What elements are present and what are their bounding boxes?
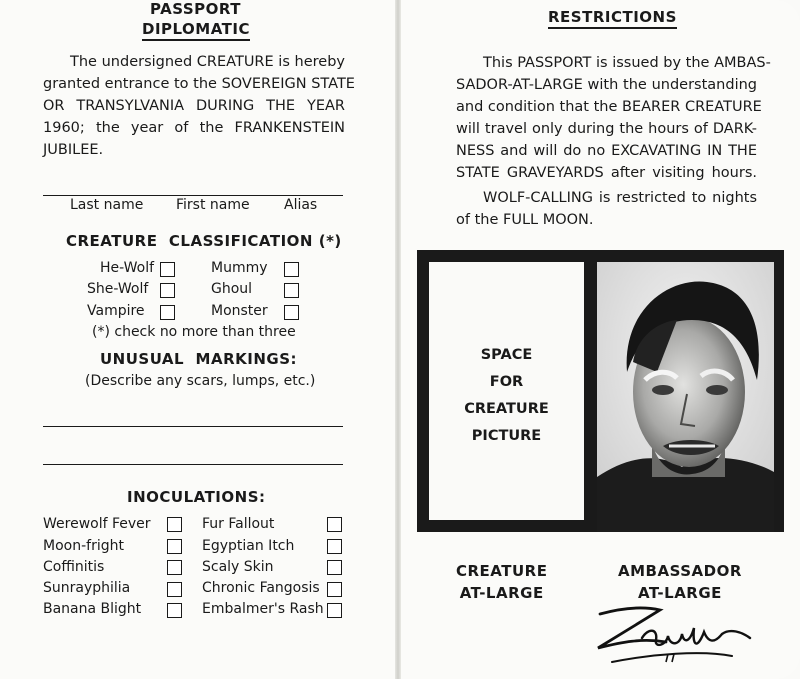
wolf-line: of the FULL MOON.: [456, 212, 594, 228]
restriction-line: STATE GRAVEYARDS after visiting hours.: [456, 165, 757, 181]
alias-label: Alias: [284, 197, 318, 213]
wolf-calling-paragraph: [456, 187, 757, 231]
last-name-label: Last name: [70, 197, 144, 213]
inoc-scaly-skin-label: Scaly Skin: [202, 559, 274, 575]
ambassador-photo: [597, 262, 774, 532]
markings-heading: UNUSUAL MARKINGS:: [100, 350, 298, 368]
inoc-chronic-fangosis-checkbox[interactable]: [327, 582, 342, 597]
creature-label-line: CREATURE: [456, 562, 548, 580]
inoc-moon-fright-label: Moon-fright: [43, 538, 124, 554]
creature-at-large-label: [456, 560, 547, 604]
inoculations-heading: INOCULATIONS:: [127, 488, 266, 506]
classification-note: (*) check no more than three: [92, 324, 296, 340]
restriction-line: will travel only during the hours of DARK-: [456, 121, 757, 137]
title-passport: PASSPORT: [150, 0, 242, 18]
inoc-scaly-skin-checkbox[interactable]: [327, 560, 342, 575]
restriction-line: NESS and will do no EXCAVATING IN THE: [456, 143, 757, 159]
creature-picture-space[interactable]: [429, 262, 584, 520]
creature-label-line: AT-LARGE: [459, 584, 544, 602]
intro-line: OR TRANSYLVANIA DURING THE YEAR: [43, 98, 345, 114]
inoc-egyptian-itch-label: Egyptian Itch: [202, 538, 295, 554]
inoc-sunrayphilia-checkbox[interactable]: [167, 582, 182, 597]
ambassador-label-line: AMBASSADOR: [618, 562, 742, 580]
inoc-embalmers-rash-label: Embalmer's Rash: [202, 601, 324, 617]
inoc-fur-fallout-checkbox[interactable]: [327, 517, 342, 532]
inoc-werewolf-fever-label: Werewolf Fever: [43, 516, 151, 532]
class-she-wolf-checkbox[interactable]: [160, 283, 175, 298]
space-label-line: FOR: [489, 374, 524, 390]
class-she-wolf-label: She-Wolf: [87, 281, 149, 297]
inoc-sunrayphilia-label: Sunrayphilia: [43, 580, 131, 596]
space-label-line: CREATURE: [464, 401, 549, 417]
class-he-wolf-checkbox[interactable]: [160, 262, 175, 277]
class-ghoul-label: Ghoul: [211, 281, 253, 297]
inoc-werewolf-fever-checkbox[interactable]: [167, 517, 182, 532]
inoc-banana-blight-checkbox[interactable]: [167, 603, 182, 618]
class-mummy-label: Mummy: [211, 260, 268, 276]
markings-line-1[interactable]: [43, 426, 343, 427]
class-vampire-label: Vampire: [87, 303, 145, 319]
intro-line: granted entrance to the SOVEREIGN STATE: [43, 76, 355, 92]
inoc-fur-fallout-label: Fur Fallout: [202, 516, 275, 532]
class-vampire-checkbox[interactable]: [160, 305, 175, 320]
markings-note: (Describe any scars, lumps, etc.): [85, 373, 316, 389]
class-mummy-checkbox[interactable]: [284, 262, 299, 277]
restriction-line: SADOR-AT-LARGE with the understanding: [456, 77, 757, 93]
restrictions-heading: RESTRICTIONS: [548, 8, 677, 29]
class-monster-checkbox[interactable]: [284, 305, 299, 320]
class-he-wolf-label: He-Wolf: [100, 260, 155, 276]
inoc-egyptian-itch-checkbox[interactable]: [327, 539, 342, 554]
intro-line: 1960; the year of the FRANKENSTEIN: [43, 120, 345, 136]
ambassador-label-line: AT-LARGE: [637, 584, 722, 602]
restrictions-paragraph: [456, 52, 771, 184]
classification-heading: CREATURE CLASSIFICATION (*): [66, 232, 342, 250]
inoc-coffinitis-label: Coffinitis: [43, 559, 105, 575]
inoc-moon-fright-checkbox[interactable]: [167, 539, 182, 554]
first-name-label: First name: [176, 197, 250, 213]
inoc-chronic-fangosis-label: Chronic Fangosis: [202, 580, 320, 596]
signature: [582, 598, 762, 673]
inoc-banana-blight-label: Banana Blight: [43, 601, 142, 617]
class-ghoul-checkbox[interactable]: [284, 283, 299, 298]
inoc-coffinitis-checkbox[interactable]: [167, 560, 182, 575]
center-fold: [395, 0, 401, 679]
inoc-embalmers-rash-checkbox[interactable]: [327, 603, 342, 618]
restriction-line: and condition that the BEARER CREATURE: [456, 99, 762, 115]
space-label-line: PICTURE: [471, 428, 542, 444]
class-monster-label: Monster: [211, 303, 268, 319]
restriction-line: This PASSPORT is issued by the AMBAS-: [483, 55, 771, 71]
intro-line: The undersigned CREATURE is hereby: [70, 54, 345, 70]
space-label-line: SPACE: [480, 347, 533, 363]
intro-line: JUBILEE.: [43, 142, 104, 158]
intro-paragraph: [43, 51, 355, 161]
title-diplomatic: DIPLOMATIC: [142, 20, 250, 41]
wolf-line: WOLF-CALLING is restricted to nights: [483, 190, 757, 206]
name-signature-line: [43, 195, 343, 196]
space-label: [429, 342, 584, 450]
markings-line-2[interactable]: [43, 464, 343, 465]
